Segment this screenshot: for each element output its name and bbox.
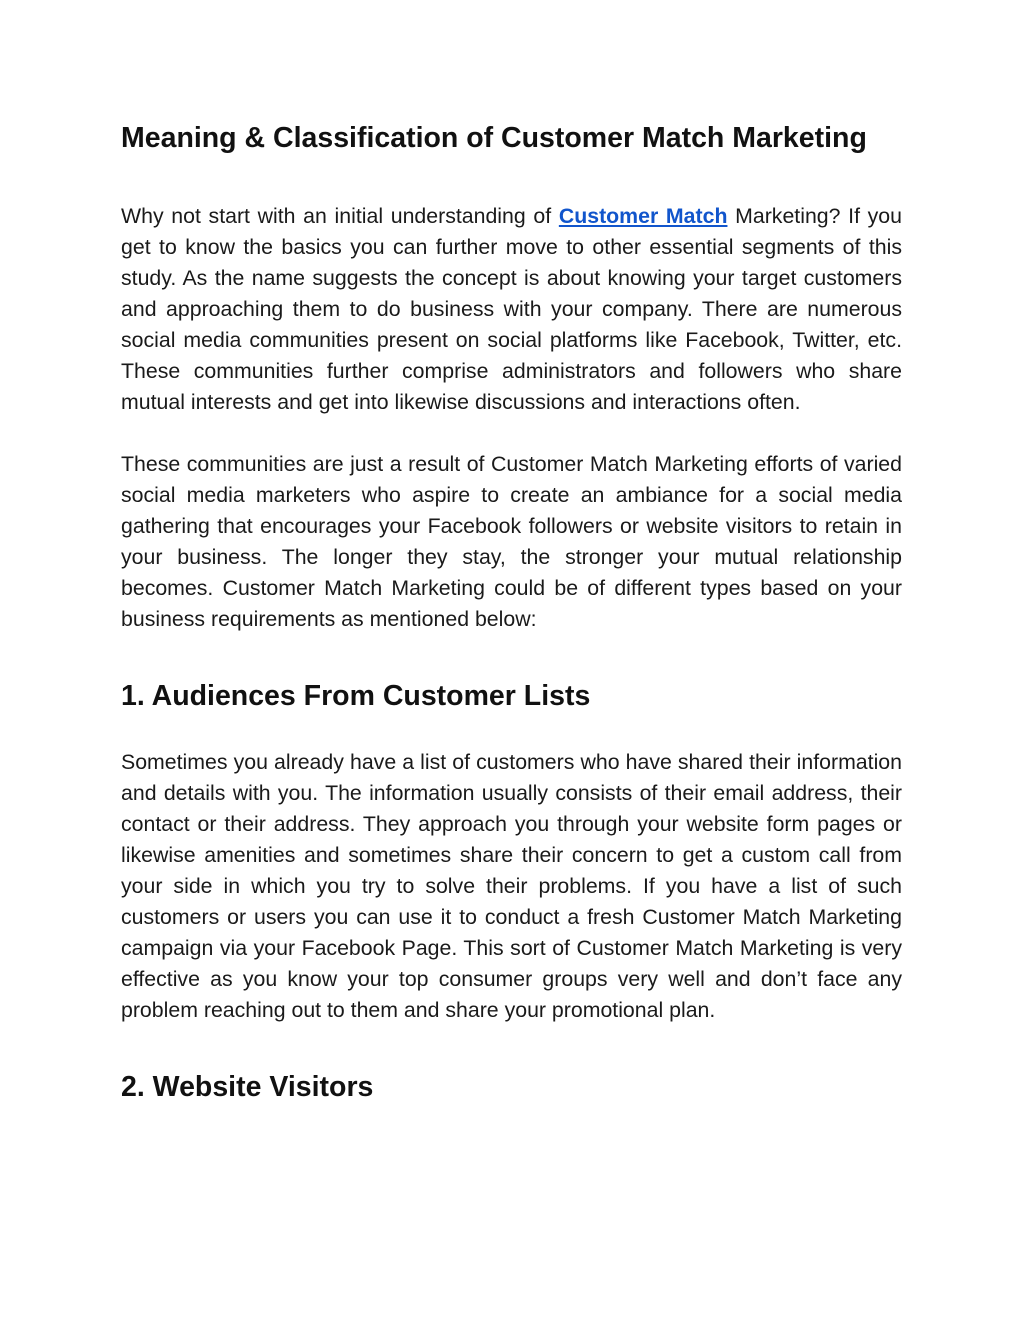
document-title: Meaning & Classification of Customer Match Marketing — [121, 122, 867, 154]
communities-paragraph: These communities are just a result of Customer Match Marketing efforts of varied social media marketers who aspire to create an ambiance for a social media gathering that encourages your Facebook followers or website visitors to retain in your business. The longer they stay, the stronger your mutual relationship becomes. Customer Match Marketing could be of different types based on your business requirements as mentioned below: — [121, 452, 902, 631]
customer-lists-paragraph: Sometimes you already have a list of customers who have shared their information and details with you. The information usually consists of their email address, their contact or their address. They approach you through your website form pages or likewise amenities and sometimes share their concern to get a custom call from your side in which you try to solve their problems. If you have a list of such customers or users you can use it to conduct a fresh Customer Match Marketing campaign via your Facebook Page. This sort of Customer Match Marketing is very effective as you know your top consumer groups very well and don’t face any problem reaching out to them and share your promotional plan. — [121, 750, 902, 1022]
document-page — [121, 118, 902, 1108]
section-heading-customer-lists: 1. Audiences From Customer Lists — [121, 680, 591, 712]
section-heading-website-visitors: 2. Website Visitors — [121, 1071, 374, 1103]
customer-match-link[interactable]: Customer Match — [558, 204, 728, 228]
intro-paragraph — [121, 201, 902, 418]
intro-text-after-link: Marketing? If you get to know the basics you can further move to other essential segments of this study. As the name suggests the concept is about knowing your target customers and approaching them to do business with your company. There are numerous social media communities present on social platforms like Facebook, Twitter, etc. These communities further comprise administrators and followers who share mutual interests and get into likewise discussions and interactions often. — [121, 204, 902, 414]
intro-text-before-link: Why not start with an initial understanding of — [121, 204, 559, 228]
